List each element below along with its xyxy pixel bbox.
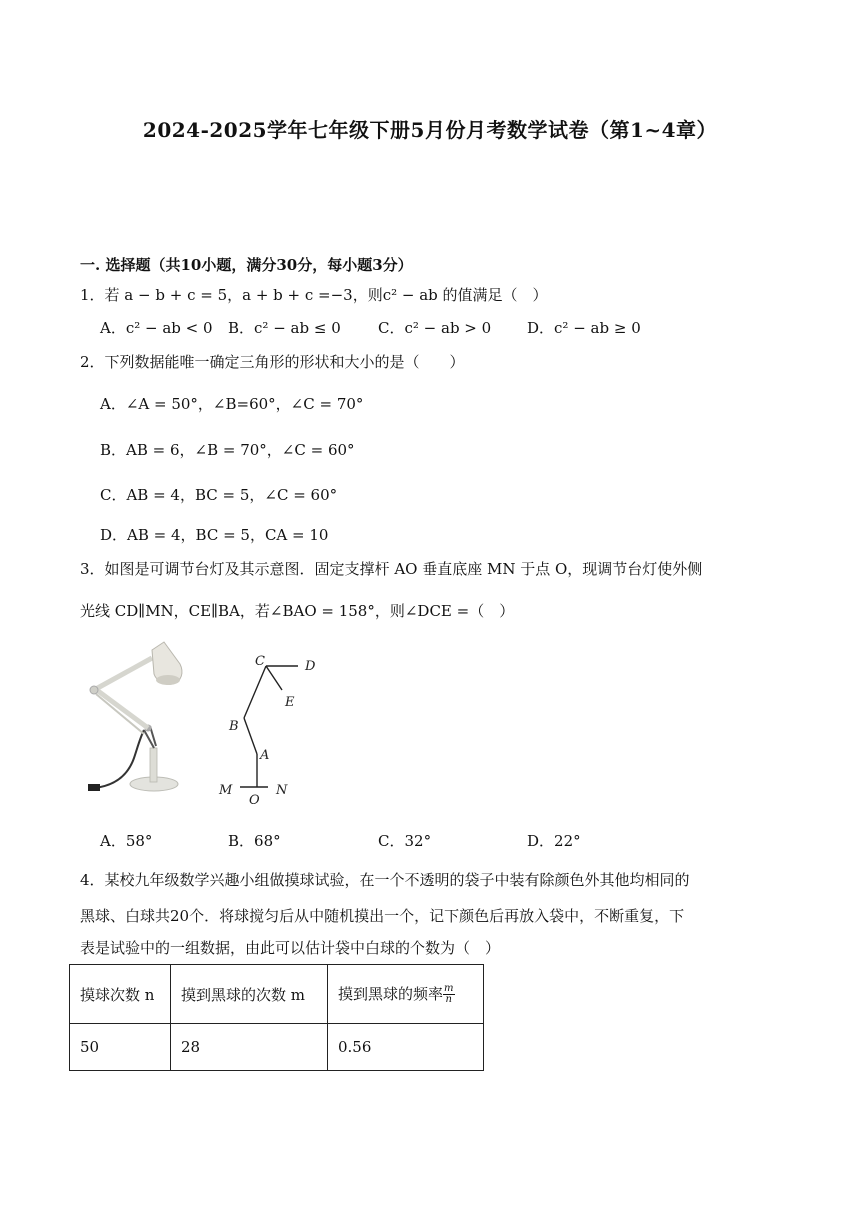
question-2-option-c[interactable]: C．AB = 4，BC = 5，∠C = 60°: [100, 486, 338, 504]
fraction-numerator: m: [444, 983, 454, 995]
table-cell: 50: [70, 1024, 171, 1071]
question-3-option-d[interactable]: D．22°: [527, 832, 581, 850]
label-n: N: [276, 783, 288, 798]
question-2-option-d[interactable]: D．AB = 4，BC = 5，CA = 10: [100, 526, 329, 544]
question-4-stem-line-1: 4．某校九年级数学兴趣小组做摸球试验，在一个不透明的袋子中装有除颜色外其他均相同的: [80, 871, 690, 889]
frequency-header-label: 摸到黑球的频率: [338, 984, 444, 1003]
page-title: 2024-2025学年七年级下册5月份月考数学试卷（第1~4章）: [142, 118, 718, 142]
table-header-row: [70, 965, 484, 1024]
question-3-stem-line-1: 3．如图是可调节台灯及其示意图．固定支撑杆 AO 垂直底座 MN 于点 O，现调节台灯使外侧: [80, 560, 703, 578]
table-header-cell: [328, 965, 484, 1024]
question-1-option-d[interactable]: D．c² − ab ≥ 0: [527, 319, 641, 337]
label-d: D: [305, 659, 316, 674]
label-c: C: [255, 654, 265, 669]
question-3-option-a[interactable]: A．58°: [100, 832, 153, 850]
label-a: A: [260, 748, 270, 763]
question-4-stem-line-3: 表是试验中的一组数据，由此可以估计袋中白球的个数为（ ）: [80, 939, 501, 957]
question-3-option-c[interactable]: C．32°: [378, 832, 432, 850]
question-1-stem: 1．若 a − b + c = 5，a + b + c =−3，则c² − ab 的值满足（ ）: [80, 286, 548, 304]
trial-data-table: [69, 964, 484, 1071]
label-e: E: [285, 695, 295, 710]
question-3-stem-line-2: 光线 CD∥MN，CE∥BA，若∠BAO = 158°，则∠DCE =（ ）: [80, 602, 515, 620]
desk-lamp-image: [82, 638, 192, 798]
table-header-cell: 摸到黑球的次数 m: [171, 965, 328, 1024]
question-1-option-c[interactable]: C．c² − ab > 0: [378, 319, 492, 337]
question-3-option-b[interactable]: B．68°: [228, 832, 281, 850]
lamp-schematic-diagram: [214, 646, 334, 811]
question-2-option-a[interactable]: A．∠A = 50°，∠B=60°，∠C = 70°: [100, 395, 364, 413]
label-m: M: [219, 783, 233, 798]
question-1-option-a[interactable]: A．c² − ab < 0: [100, 319, 213, 337]
fraction-m-over-n: [443, 984, 454, 1005]
table-cell: 28: [171, 1024, 328, 1071]
question-2-stem: 2．下列数据能唯一确定三角形的形状和大小的是（ ）: [80, 353, 465, 371]
question-4-stem-line-2: 黑球、白球共20个．将球搅匀后从中随机摸出一个，记下颜色后再放入袋中，不断重复，下: [80, 907, 685, 925]
fraction-denominator: n: [445, 994, 452, 1006]
section-heading: 一. 选择题（共10小题，满分30分，每小题3分）: [80, 256, 413, 274]
table-row: [70, 1024, 484, 1071]
question-1-option-b[interactable]: B．c² − ab ≤ 0: [228, 319, 341, 337]
question-2-option-b[interactable]: B．AB = 6，∠B = 70°，∠C = 60°: [100, 441, 355, 459]
label-o: O: [249, 793, 260, 808]
table-header-cell: 摸球次数 n: [70, 965, 171, 1024]
table-cell: 0.56: [328, 1024, 484, 1071]
label-b: B: [229, 719, 239, 734]
